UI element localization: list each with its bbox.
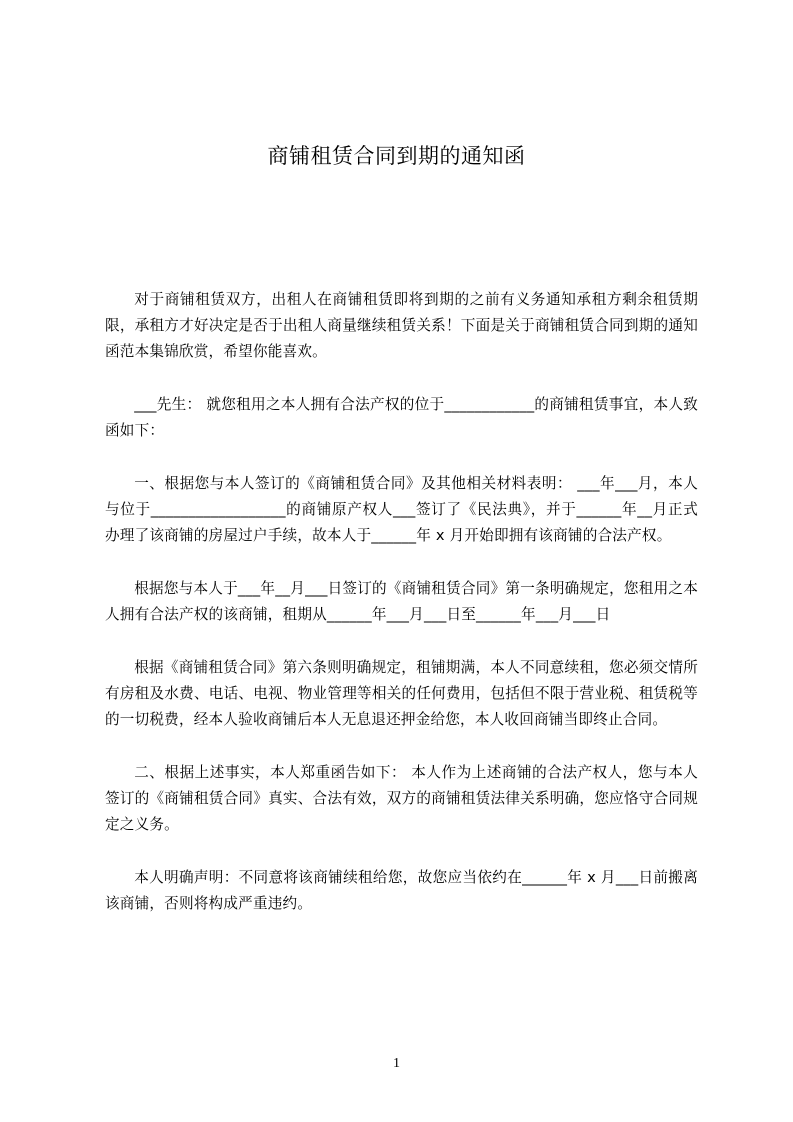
lease-term-paragraph: 根据您与本人于___年__月___日签订的《商铺租赁合同》第一条明确规定，您租用之本人拥有合法产权的该商铺，租期从______年___月___日至______年___月___日 xyxy=(105,580,698,623)
salutation-paragraph: ___先生： 就您租用之本人拥有合法产权的位于____________的商铺租赁事宜，本人致函如下： xyxy=(105,396,698,439)
section-one-paragraph: 一、根据您与本人签订的《商铺租赁合同》及其他相关材料表明： ___年___月，本人与位于__________________的商铺原产权人___签订了《民法典》，并于______年__月正式办理了该商铺的房屋过户手续，故本人于______年 x 月开始即拥有该商铺的合法产权。 xyxy=(105,475,698,544)
article-six-paragraph: 根据《商铺租赁合同》第六条则明确规定，租铺期满，本人不同意续租，您必须交情所有房租及水费、电话、电视、物业管理等相关的任何费用，包括但不限于营业税、租赁税等的一切税费，经本人验收商铺后本人无息退还押金给您，本人收回商铺当即终止合同。 xyxy=(105,659,698,728)
section-two-paragraph: 二、根据上述事实，本人郑重函告如下： 本人作为上述商铺的合法产权人，您与本人签订的《商铺租赁合同》真实、合法有效，双方的商铺租赁法律关系明确，您应恪守合同规定之义务。 xyxy=(105,764,698,833)
document-body xyxy=(105,287,698,944)
intro-paragraph: 对于商铺租赁双方，出租人在商铺租赁即将到期的之前有义务通知承租方剩余租赁期限，承租方才好决定是否于出租人商量继续租赁关系！下面是关于商铺租赁合同到期的通知函范本集锦欣赏，希望你能喜欢。 xyxy=(105,291,698,360)
page-number: 1 xyxy=(393,1056,400,1071)
declaration-paragraph: 本人明确声明：不同意将该商铺续租给您，故您应当依约在______年 x 月___日前搬离该商铺，否则将构成严重违约。 xyxy=(105,869,698,912)
document-title: 商铺租赁合同到期的通知函 xyxy=(267,144,526,168)
